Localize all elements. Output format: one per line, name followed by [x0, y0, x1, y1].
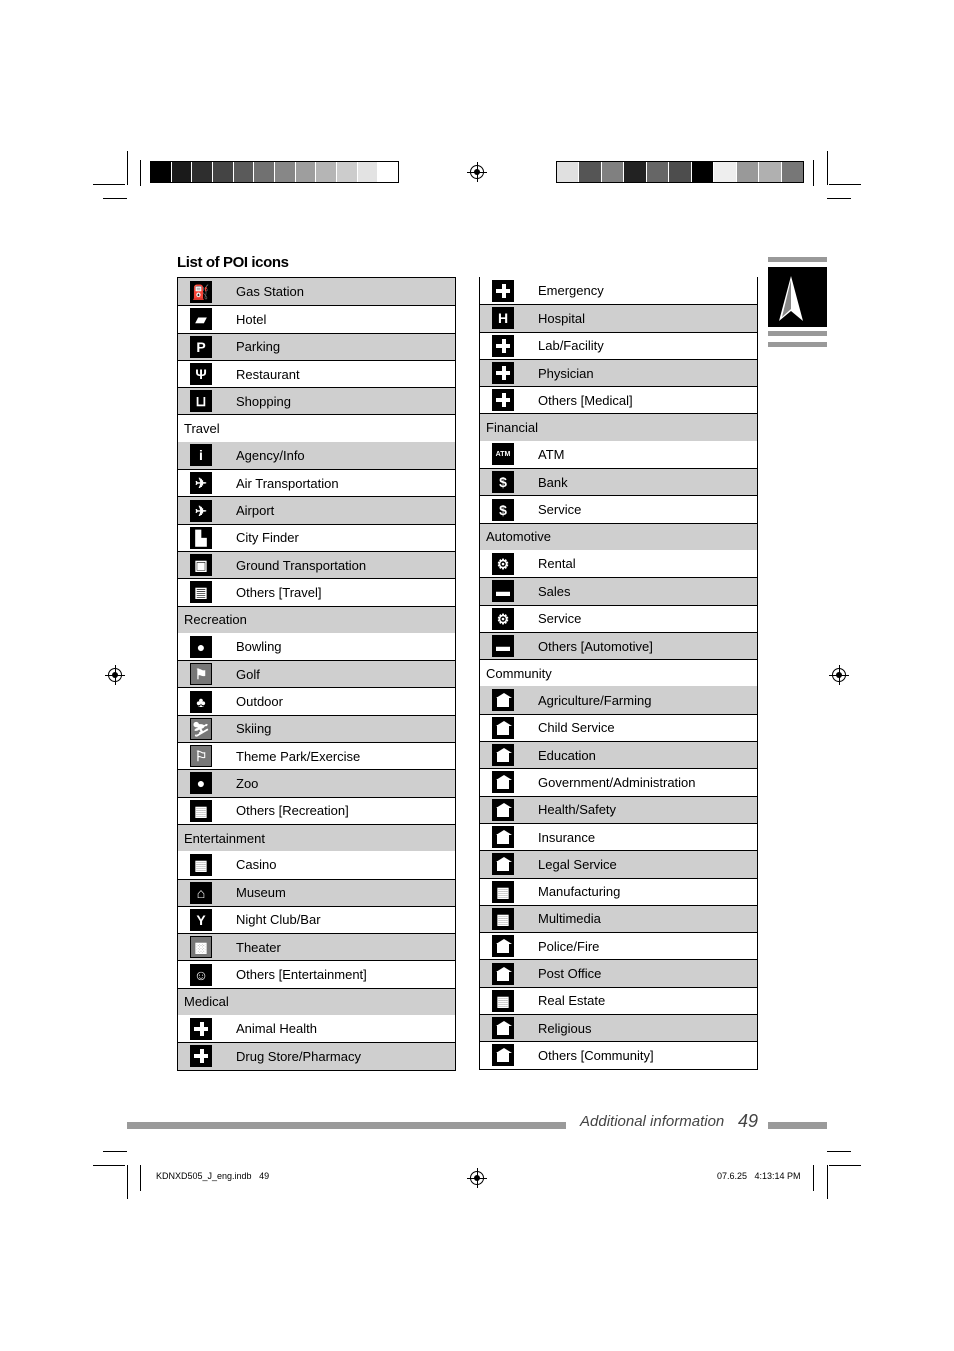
poi-row: [480, 468, 757, 495]
ticket-icon: ▦: [190, 800, 212, 822]
poi-label: Emergency: [538, 283, 604, 299]
office-grid-icon: ▦: [492, 908, 514, 930]
poi-row: [480, 905, 757, 932]
office-grid-icon: ▦: [492, 881, 514, 903]
color-swatch: [669, 162, 691, 182]
footer-bar-left: [127, 1122, 566, 1129]
office-grid-icon: ▦: [492, 990, 514, 1012]
poi-label: Service: [538, 502, 582, 518]
poi-label: Manufacturing: [538, 884, 621, 900]
page-title: List of POI icons: [177, 254, 289, 271]
poi-row: [480, 605, 757, 632]
poi-label: Health/Safety: [538, 802, 617, 818]
theater-icon: ▩: [190, 936, 212, 958]
building-icon: [492, 689, 514, 711]
color-swatch: [692, 162, 714, 182]
category-label: Automotive: [486, 529, 552, 545]
poi-table-left: [177, 277, 456, 1071]
category-label: Financial: [486, 420, 539, 436]
poi-label: Golf: [236, 666, 260, 682]
car-icon: ▬: [492, 580, 514, 602]
poi-label: Zoo: [236, 775, 259, 791]
side-tab-strip: [768, 342, 827, 347]
medical-cross-icon: [492, 335, 514, 357]
poi-row: [178, 442, 455, 469]
color-swatch: [782, 162, 803, 182]
building-icon: [492, 1017, 514, 1039]
poi-label: Rental: [538, 556, 576, 572]
navigation-arrow-icon: [768, 267, 827, 327]
registration-mark-top-icon: [470, 165, 484, 179]
poi-row: [480, 1014, 757, 1041]
medical-cross-icon: [190, 1018, 212, 1040]
poi-label: Ground Transportation: [236, 557, 367, 573]
airport-icon: ✈: [190, 500, 212, 522]
medical-cross-icon: [492, 389, 514, 411]
poi-label: Religious: [538, 1020, 592, 1036]
poi-label: Government/Administration: [538, 774, 696, 790]
poi-row: [178, 797, 455, 824]
poi-row: [178, 360, 455, 387]
poi-row: [178, 305, 455, 332]
color-calibration-bar-left: [150, 161, 399, 183]
hospital-icon: H: [492, 307, 514, 329]
building-icon: [492, 1044, 514, 1066]
poi-label: Parking: [236, 339, 281, 355]
building-icon: [492, 853, 514, 875]
poi-row: [480, 495, 757, 522]
poi-row: [178, 578, 455, 605]
poi-row: [480, 741, 757, 768]
registration-mark-bottom-icon: [470, 1171, 484, 1185]
category-header: [480, 413, 757, 440]
poi-row: [480, 304, 757, 331]
poi-label: Theme Park/Exercise: [236, 748, 361, 764]
poi-row: [480, 550, 757, 577]
poi-row: [178, 879, 455, 906]
flags-icon: ⚐: [190, 745, 212, 767]
poi-label: Post Office: [538, 966, 602, 982]
info-icon: i: [190, 444, 212, 466]
city-finder-icon: ▙: [190, 527, 212, 549]
poi-row: [178, 906, 455, 933]
building-icon: [492, 935, 514, 957]
poi-row: [480, 686, 757, 713]
poi-label: Gas Station: [236, 284, 304, 300]
poi-label: Service: [538, 611, 582, 627]
building-icon: [492, 799, 514, 821]
poi-label: Others [Recreation]: [236, 803, 349, 819]
color-swatch: [714, 162, 736, 182]
shopping-cart-icon: ⊔: [190, 390, 212, 412]
poi-label: Skiing: [236, 721, 272, 737]
poi-row: [178, 933, 455, 960]
poi-row: [178, 715, 455, 742]
poi-label: Museum: [236, 885, 286, 901]
color-swatch: [213, 162, 234, 182]
museum-icon: ⌂: [190, 882, 212, 904]
bowling-icon: ●: [190, 636, 212, 658]
footer-bar-right: [768, 1122, 827, 1129]
color-calibration-bar-right: [556, 161, 804, 183]
poi-label: Shopping: [236, 393, 291, 409]
poi-label: City Finder: [236, 530, 299, 546]
poi-row: [480, 823, 757, 850]
poi-label: Multimedia: [538, 911, 601, 927]
medical-cross-icon: [190, 1045, 212, 1067]
poi-label: Air Transportation: [236, 475, 339, 491]
poi-row: [480, 959, 757, 986]
poi-row: [178, 278, 455, 305]
poi-row: [480, 359, 757, 386]
poi-label: ATM: [538, 446, 565, 462]
poi-row: [178, 687, 455, 714]
building-icon: [492, 826, 514, 848]
medical-cross-icon: [492, 362, 514, 384]
color-swatch: [358, 162, 379, 182]
car-icon: ▬: [492, 635, 514, 657]
poi-label: Bank: [538, 474, 568, 490]
elephant-icon: ●: [190, 772, 212, 794]
school-icon: [492, 744, 514, 766]
poi-row: [178, 851, 455, 878]
poi-label: Hospital: [538, 310, 585, 326]
poi-row: [480, 932, 757, 959]
poi-label: Bowling: [236, 639, 282, 654]
poi-label: Restaurant: [236, 366, 300, 382]
section-name: Additional information: [580, 1113, 725, 1130]
poi-row: [480, 577, 757, 604]
poi-label: Hotel: [236, 311, 267, 327]
cocktail-icon: Y: [190, 909, 212, 931]
poi-label: Others [Entertainment]: [236, 967, 367, 983]
registration-mark-left-icon: [108, 668, 122, 682]
poi-label: Real Estate: [538, 993, 606, 1009]
casino-icon: ▦: [190, 854, 212, 876]
poi-label: Airport: [236, 503, 275, 519]
poi-row: [178, 960, 455, 987]
suitcase-icon: ▤: [190, 581, 212, 603]
poi-label: Animal Health: [236, 1021, 317, 1037]
airplane-icon: ✈: [190, 472, 212, 494]
poi-label: Outdoor: [236, 694, 283, 710]
poi-row: [480, 714, 757, 741]
poi-row: [178, 660, 455, 687]
category-header: [480, 659, 757, 686]
poi-row: [178, 496, 455, 523]
registration-mark-right-icon: [832, 668, 846, 682]
poi-row: [178, 769, 455, 796]
color-swatch: [557, 162, 579, 182]
building-icon: [492, 717, 514, 739]
poi-table-right: [479, 277, 758, 1070]
poi-row: [178, 742, 455, 769]
poi-row: [480, 768, 757, 795]
color-swatch: [172, 162, 193, 182]
page-number: 49: [738, 1111, 759, 1131]
poi-row: [480, 386, 757, 413]
category-label: Medical: [184, 994, 229, 1010]
poi-label: Drug Store/Pharmacy: [236, 1048, 361, 1064]
poi-label: Others [Travel]: [236, 584, 322, 600]
color-swatch: [151, 162, 172, 182]
poi-label: Casino: [236, 857, 277, 873]
category-header: [178, 606, 455, 633]
skiing-icon: ⛷: [190, 718, 212, 740]
poi-label: Child Service: [538, 720, 615, 736]
poi-row: [178, 469, 455, 496]
poi-row: [178, 1042, 455, 1069]
poi-label: Agency/Info: [236, 447, 305, 463]
poi-label: Sales: [538, 583, 571, 599]
side-tab-strip: [768, 257, 827, 262]
poi-label: Police/Fire: [538, 938, 600, 954]
poi-row: [480, 332, 757, 359]
poi-label: Legal Service: [538, 856, 617, 872]
poi-row: [480, 796, 757, 823]
color-swatch: [759, 162, 781, 182]
category-header: [178, 988, 455, 1015]
color-swatch: [192, 162, 213, 182]
poi-label: Lab/Facility: [538, 338, 604, 354]
poi-label: Others [Medical]: [538, 392, 633, 408]
poi-label: Agriculture/Farming: [538, 692, 652, 708]
dollar-icon: $: [492, 471, 514, 493]
poi-row: [480, 878, 757, 905]
color-swatch: [647, 162, 669, 182]
poi-row: [480, 987, 757, 1014]
poi-row: [480, 441, 757, 468]
golf-flag-icon: ⚑: [190, 663, 212, 685]
poi-row: [178, 551, 455, 578]
file-slug: KDNXD505_J_eng.indb 49: [156, 1171, 270, 1181]
color-swatch: [602, 162, 624, 182]
building-icon: [492, 963, 514, 985]
restaurant-icon: Ψ: [190, 363, 212, 385]
category-label: Travel: [184, 421, 220, 437]
building-icon: [492, 771, 514, 793]
poi-row: [480, 632, 757, 659]
poi-label: Theater: [236, 939, 281, 955]
color-swatch: [296, 162, 317, 182]
category-header: [480, 523, 757, 550]
medical-cross-icon: [492, 280, 514, 302]
hotel-icon: ▰: [190, 308, 212, 330]
atm-icon: ATM: [492, 443, 514, 465]
poi-label: Others [Community]: [538, 1047, 654, 1063]
category-label: Recreation: [184, 612, 247, 628]
car-wrench-icon: ⚙: [492, 608, 514, 630]
color-swatch: [337, 162, 358, 182]
masks-icon: ☺: [190, 964, 212, 986]
category-header: [178, 414, 455, 441]
color-swatch: [254, 162, 275, 182]
poi-row: [178, 524, 455, 551]
color-swatch: [234, 162, 255, 182]
poi-label: Education: [538, 747, 596, 763]
poi-row: [178, 333, 455, 360]
color-swatch: [378, 162, 398, 182]
parking-icon: P: [190, 336, 212, 358]
gas-station-icon: ⛽: [190, 281, 212, 303]
poi-row: [480, 277, 757, 304]
poi-row: [480, 850, 757, 877]
category-label: Community: [486, 665, 552, 681]
color-swatch: [275, 162, 296, 182]
category-header: [178, 824, 455, 851]
poi-label: Night Club/Bar: [236, 912, 321, 928]
poi-label: Physician: [538, 365, 594, 381]
outdoor-tree-icon: ♣: [190, 691, 212, 713]
side-tab-strip: [768, 331, 827, 336]
color-swatch: [624, 162, 646, 182]
print-timestamp: 07.6.25 4:13:14 PM: [717, 1171, 801, 1181]
car-wrench-icon: ⚙: [492, 553, 514, 575]
color-swatch: [316, 162, 337, 182]
bus-icon: ▣: [190, 554, 212, 576]
category-label: Entertainment: [184, 830, 265, 846]
poi-row: [178, 633, 455, 660]
poi-row: [178, 1015, 455, 1042]
poi-label: Others [Automotive]: [538, 638, 653, 654]
dollar-icon: $: [492, 499, 514, 521]
poi-row: [178, 387, 455, 414]
poi-label: Insurance: [538, 829, 596, 845]
color-swatch: [579, 162, 601, 182]
color-swatch: [737, 162, 759, 182]
poi-row: [480, 1041, 757, 1068]
